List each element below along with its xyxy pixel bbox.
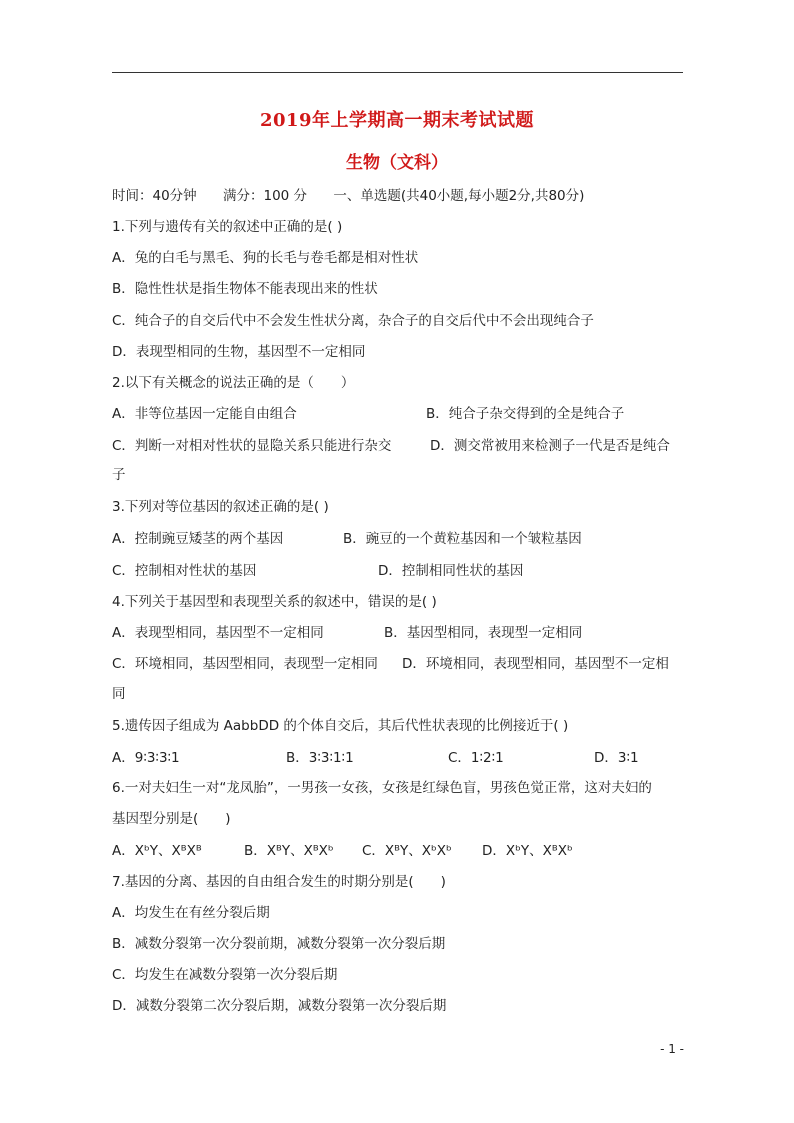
question-4-option-d-continued: 同 [112,686,126,702]
page-number: - 1 - [660,1042,684,1056]
question-4-option-a: A．表现型相同，基因型不一定相同 [112,625,324,641]
exam-score: 满分：100 分 [222,188,308,204]
question-1-option-a: A．兔的白毛与黑毛、狗的长毛与卷毛都是相对性状 [112,250,419,266]
question-3-option-b: B．豌豆的一个黄粒基因和一个皱粒基因 [343,531,582,547]
question-1-stem: 1.下列与遗传有关的叙述中正确的是( ) [112,219,343,235]
question-6-option-c: C．XᴮY、XᵇXᵇ [362,843,452,859]
question-7-option-c: C．均发生在减数分裂第一次分裂后期 [112,967,338,983]
question-3-option-d: D．控制相同性状的基因 [378,563,524,579]
question-6-option-d: D．XᵇY、XᴮXᵇ [482,843,573,859]
question-7-option-b: B．减数分裂第一次分裂前期，减数分裂第一次分裂后期 [112,936,446,952]
question-2-option-b: B．纯合子杂交得到的全是纯合子 [426,406,625,422]
question-4-option-b: B．基因型相同，表现型一定相同 [384,625,583,641]
header-rule [112,72,683,73]
question-5-option-d: D．3∶1 [594,750,639,766]
question-4-stem: 4.下列关于基因型和表现型关系的叙述中，错误的是( ) [112,594,437,610]
exam-info [112,187,687,205]
question-7-option-d: D．减数分裂第二次分裂后期，减数分裂第一次分裂后期 [112,998,447,1014]
question-7-stem: 7.基因的分离、基因的自由组合发生的时期分别是( ) [112,874,446,890]
question-6-option-a: A．XᵇY、XᴮXᴮ [112,843,202,859]
question-6-stem-continued: 基因型分别是( ) [112,811,231,827]
question-2-option-a: A．非等位基因一定能自由组合 [112,406,297,422]
question-5-option-a: A．9∶3∶3∶1 [112,750,180,766]
question-6-option-b: B．XᴮY、XᴮXᵇ [244,843,334,859]
question-2-option-d: D．测交常被用来检测子一代是否是纯合 [430,438,670,454]
section-heading: 一、单选题(共40小题,每小题2分,共80分) [333,188,585,204]
exam-subtitle: 生物（文科） [346,153,448,173]
question-2-option-d-continued: 子 [112,467,126,483]
question-1-option-b: B．隐性性状是指生物体不能表现出来的性状 [112,281,378,297]
question-7-option-a: A．均发生在有丝分裂后期 [112,905,270,921]
question-3-stem: 3.下列对等位基因的叙述正确的是( ) [112,499,329,515]
question-2-stem: 2.以下有关概念的说法正确的是（ ） [112,375,355,391]
question-5-stem: 5.遗传因子组成为 AabbDD 的个体自交后，其后代性状表现的比例接近于( ) [112,718,569,734]
question-6-stem: 6.一对夫妇生一对“龙凤胎”，一男孩一女孩，女孩是红绿色盲，男孩色觉正常，这对夫妇的 [112,780,652,796]
question-5-option-b: B．3∶3∶1∶1 [286,750,354,766]
question-4-option-d: D．环境相同，表现型相同，基因型不一定相 [402,656,669,672]
question-5-option-c: C．1∶2∶1 [448,750,504,766]
exam-title: 2019年上学期高一期末考试试题 [259,110,535,131]
exam-time: 时间：40分钟 [112,188,197,204]
question-3-option-a: A．控制豌豆矮茎的两个基因 [112,531,284,547]
question-1-option-d: D．表现型相同的生物，基因型不一定相同 [112,344,366,360]
question-2-option-c: C．判断一对相对性状的显隐关系只能进行杂交 [112,438,392,454]
question-4-option-c: C．环境相同，基因型相同，表现型一定相同 [112,656,378,672]
question-3-option-c: C．控制相对性状的基因 [112,563,257,579]
question-1-option-c: C．纯合子的自交后代中不会发生性状分离，杂合子的自交后代中不会出现纯合子 [112,313,594,329]
